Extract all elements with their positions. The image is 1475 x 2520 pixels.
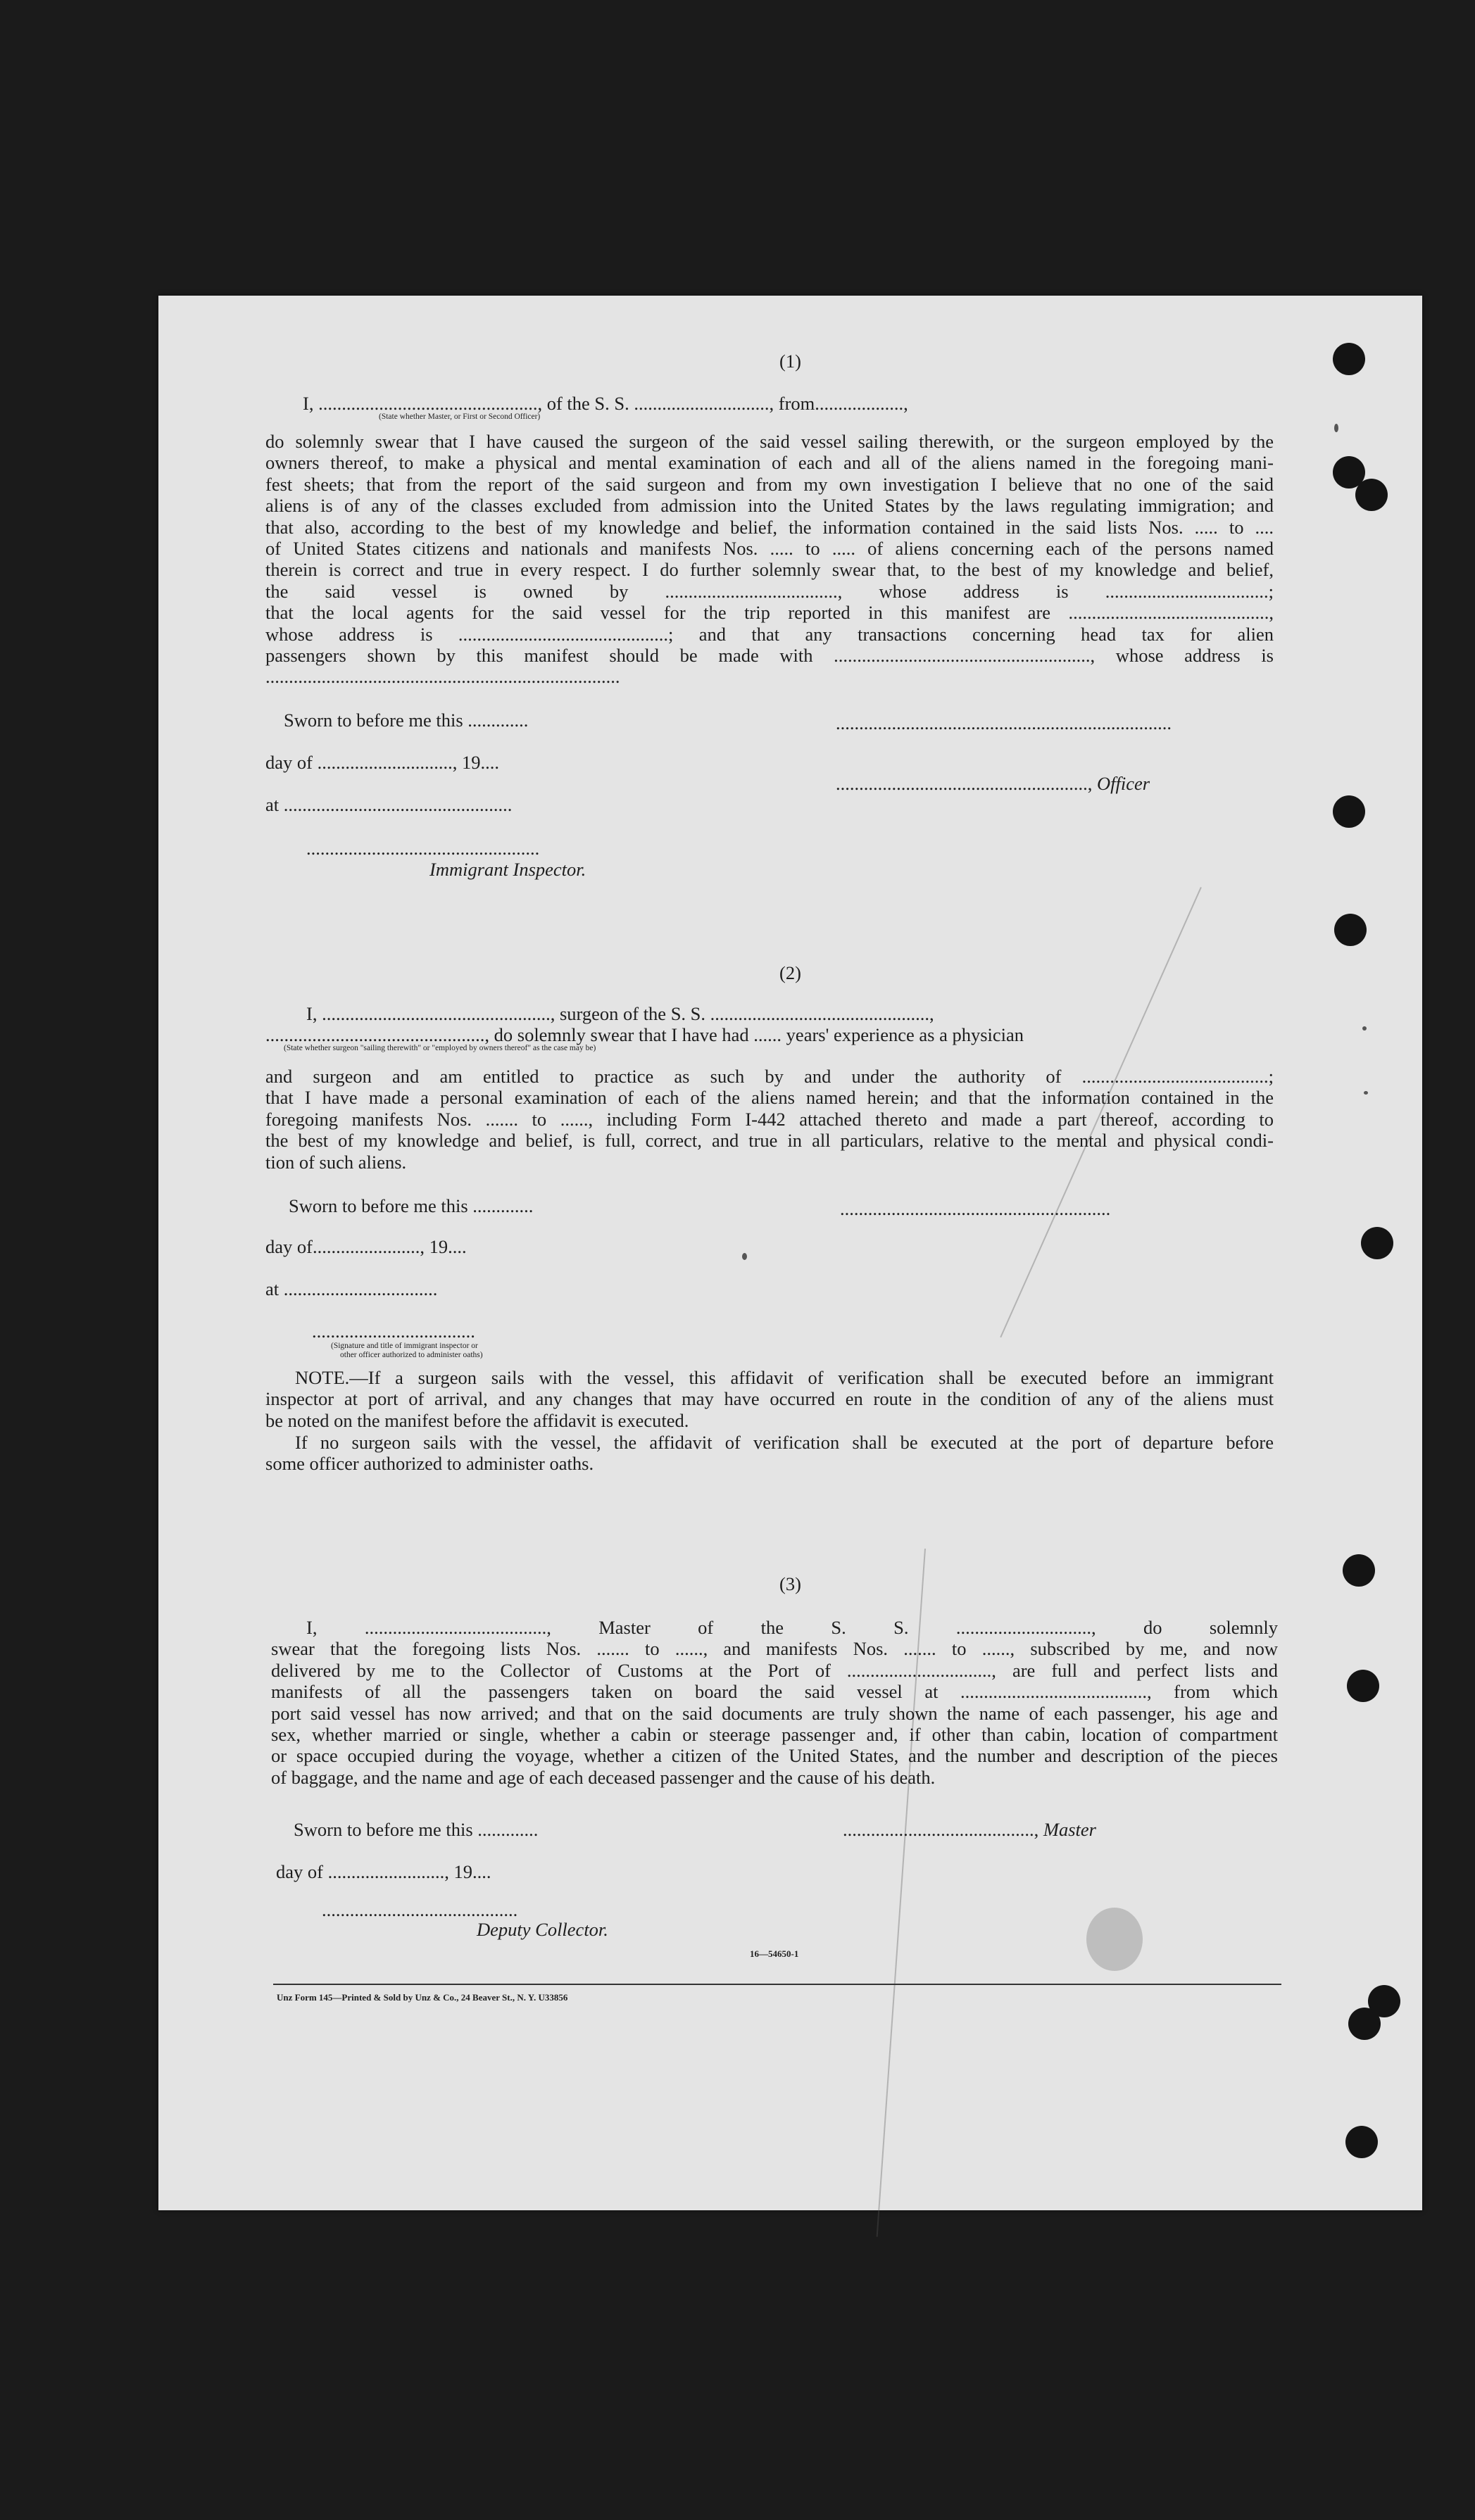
section-1-body-line: whose address is .............................................; and that any transactions concerning head tax for alien [265, 623, 1274, 645]
section-1-body-line: therein is correct and true in every respect. I do further solemnly swear that, to the best of my knowledge and belief, [265, 559, 1274, 581]
section-1-body-line: owners thereof, to make a physical and mental examination of each and all of the aliens named in the foregoing mani- [265, 452, 1274, 474]
section-2-signature-note: other officer authorized to administer oaths) [340, 1351, 483, 1359]
section-2-note [265, 1367, 1274, 1431]
ink-speck [1364, 1091, 1368, 1095]
section-3-body-line: I, ......................................., Master of the S. S. ............................., do solemnly [306, 1617, 1278, 1638]
section-1-first-line: I, ..............................................., of the S. S. ............................., from..................., [303, 393, 908, 414]
section-2-signature-note: (Signature and title of immigrant inspector or [331, 1342, 478, 1350]
section-2-body-line: foregoing manifests Nos. ....... to ......, including Form I-442 attached thereto and made a part thereof, according to [265, 1108, 1274, 1130]
section-2-note-line: If no surgeon sails with the vessel, the affidavit of verification shall be executed at the port of departure before [295, 1432, 1274, 1453]
section-1-sworn: Sworn to before me this ............. [284, 710, 529, 731]
section-1-body-line: of United States citizens and nationals and manifests Nos. ..... to ..... of aliens concerning each of the persons named [265, 538, 1274, 560]
section-2-body-line: that I have made a personal examination of each of the aliens named herein; and that the information contained in the [265, 1087, 1274, 1109]
section-3-body-line: port said vessel has now arrived; and that on the said documents are truly shown the name of each passenger, his age and [271, 1702, 1278, 1724]
section-2-note-line: NOTE.—If a surgeon sails with the vessel, this affidavit of verification shall be executed before an immigrant [295, 1367, 1274, 1388]
punch-hole [1361, 1227, 1393, 1259]
section-2-body [265, 1066, 1274, 1173]
section-3-master-line-label: Master [1043, 1819, 1096, 1840]
section-1-body-line: the said vessel is owned by ....................................., whose address is ...................................; [265, 580, 1274, 602]
printer-imprint: Unz Form 145—Printed & Sold by Unz & Co., 24 Beaver St., N. Y. U33856 [277, 1992, 568, 2003]
section-3-body-line: or space occupied during the voyage, whether a citizen of the United States, and the number and description of the pieces [271, 1745, 1278, 1767]
ink-speck [1362, 1026, 1367, 1031]
punch-hole [1334, 914, 1367, 946]
section-2-body-line: the best of my knowledge and belief, is full, correct, and true in all particulars, relative to the mental and physical condi- [265, 1130, 1274, 1152]
section-1-heading: (1) [779, 351, 801, 372]
section-2-surgeon-note: (State whether surgeon "sailing therewith" or "employed by owners thereof" as the case may be) [284, 1044, 596, 1052]
section-1-body-line: aliens is of any of the classes excluded from admission into the United States by the laws regulating immigration; and [265, 495, 1274, 517]
section-1-officer-dots: ........................................................................ [836, 712, 1172, 733]
section-3-day: day of ........................., 19.... [276, 1861, 491, 1882]
manifest-verification-page [158, 296, 1422, 2210]
section-2-at: at ................................. [265, 1278, 438, 1299]
section-1-at: at ................................................. [265, 794, 513, 815]
section-2-note-line: inspector at port of arrival, and any changes that may have occurred en route in the condition of any of the aliens must [265, 1388, 1274, 1410]
section-1-signature-title: Immigrant Inspector. [429, 859, 586, 880]
section-2-note-line: be noted on the manifest before the affidavit is executed. [265, 1409, 689, 1431]
section-1-body [265, 431, 1274, 688]
section-3-body [271, 1617, 1278, 1788]
section-2-first-line: I, ................................................., surgeon of the S. S. ..............................................., [306, 1003, 934, 1024]
punch-hole [1333, 795, 1365, 828]
section-1-body-line: that also, according to the best of my knowledge and belief, the information contained in the said lists Nos. ..... to .... [265, 516, 1274, 538]
smudge [1086, 1908, 1143, 1971]
section-1-officer-line-label: Officer [1097, 773, 1150, 794]
punch-hole [1348, 2008, 1381, 2040]
section-3-heading: (3) [779, 1573, 801, 1594]
section-3-body-line: manifests of all the passengers taken on board the said vessel at ........................................, from which [271, 1681, 1278, 1703]
section-1-body-line: ............................................................................ [265, 666, 620, 688]
section-3-signature-dots: .......................................... [322, 1899, 518, 1920]
section-2-day: day of......................., 19.... [265, 1236, 467, 1257]
section-3-master-line: ........................................., Master [843, 1819, 1096, 1840]
punch-hole [1345, 2126, 1378, 2158]
footer-rule [273, 1984, 1281, 1985]
section-2-note-line: some officer authorized to administer oaths. [265, 1453, 594, 1475]
section-1-body-line: fest sheets; that from the report of the said surgeon and from my own investigation I believe that no one of the said [265, 473, 1274, 495]
ink-speck [742, 1253, 747, 1260]
section-3-body-line: swear that the foregoing lists Nos. ....... to ......, and manifests Nos. ....... to ......, subscribed by me, and now [271, 1638, 1278, 1660]
section-3-body-line: delivered by me to the Collector of Customs at the Port of ..............................., are full and perfect lists and [271, 1659, 1278, 1681]
section-3-sworn: Sworn to before me this ............. [294, 1819, 539, 1840]
punch-hole [1355, 479, 1388, 511]
section-2-note-2 [265, 1432, 1274, 1475]
section-1-officer-line: ......................................................, Officer [836, 773, 1150, 794]
section-2-body-line: tion of such aliens. [265, 1151, 407, 1173]
section-1-body-line: do solemnly swear that I have caused the surgeon of the said vessel sailing therewith, or the surgeon employed by the [265, 431, 1274, 452]
section-2-sworn: Sworn to before me this ............. [289, 1195, 534, 1216]
section-2-heading: (2) [779, 962, 801, 983]
section-1-day: day of ............................., 19.... [265, 752, 499, 773]
section-2-second-line: ..............................................., do solemnly swear that I have had ...... years' experience as a physician [265, 1024, 1024, 1045]
punch-hole [1347, 1670, 1379, 1702]
section-2-right-dots: .......................................................... [840, 1198, 1111, 1219]
section-1-body-line: passengers shown by this manifest should be made with ......................................................., whose address is [265, 645, 1274, 667]
section-2-body-line: and surgeon and am entitled to practice as such by and under the authority of ........................................; [265, 1066, 1274, 1087]
section-3-signature-title: Deputy Collector. [477, 1919, 608, 1940]
section-1-signature-dots: .................................................. [306, 838, 540, 859]
form-code: 16—54650-1 [750, 1948, 799, 1959]
section-3-body-line: sex, whether married or single, whether a cabin or steerage passenger and, if other than cabin, location of compartment [271, 1724, 1278, 1746]
section-1-body-line: that the local agents for the said vessel for the trip reported in this manifest are ..........................................., [265, 602, 1274, 624]
section-3-body-line: of baggage, and the name and age of each deceased passenger and the cause of his death. [271, 1766, 936, 1788]
ink-speck [1334, 424, 1338, 432]
section-2-signature-dots: ................................... [312, 1321, 475, 1342]
section-1-officer-note: (State whether Master, or First or Second Officer) [379, 412, 541, 421]
